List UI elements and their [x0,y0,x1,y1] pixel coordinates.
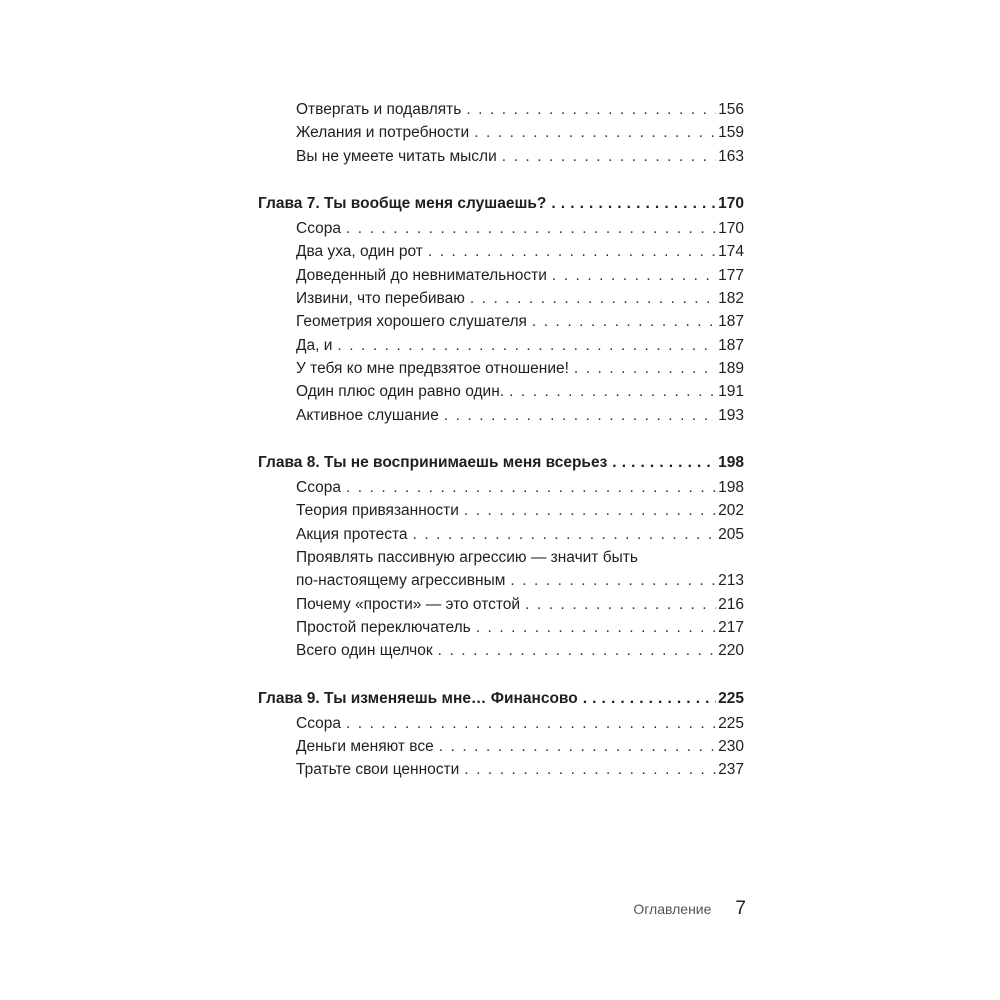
dot-leader [428,240,716,263]
toc-entry[interactable] [258,523,744,546]
dot-leader [413,523,717,546]
toc-entry-title: Тратьте свои ценности [296,761,460,779]
dot-leader [509,380,716,403]
dot-leader [444,404,716,427]
toc-entry-page: 217 [718,618,744,636]
toc-entry-title: Ссора [296,220,341,238]
toc-entry[interactable] [258,145,744,168]
toc-entry-title: Один плюс один равно один. [296,383,505,401]
chapter-page: 225 [718,689,744,707]
toc-entry-title: Желания и потребности [296,124,470,142]
table-of-contents [258,98,744,782]
toc-entry[interactable] [258,712,744,735]
toc-entry[interactable] [258,616,744,639]
dot-leader [612,451,716,474]
toc-entry[interactable] [258,476,744,499]
toc-entry-title: Деньги меняют все [296,738,434,756]
toc-entry-title: по-настоящему агрессивным [296,572,506,590]
toc-chapter-8[interactable] [258,451,744,474]
toc-entry-page: 182 [718,290,744,308]
toc-entry-page: 205 [718,525,744,543]
toc-entry[interactable] [258,310,744,333]
toc-entry-title: Да, и [296,336,333,354]
toc-entry-page: 213 [718,572,744,590]
toc-entry-page: 189 [718,359,744,377]
toc-entry-page: 187 [718,336,744,354]
toc-entry[interactable] [258,758,744,781]
toc-entry-page: 193 [718,406,744,424]
toc-entry-page: 159 [718,124,744,142]
dot-leader [464,499,716,522]
toc-entry-title-line1: Проявлять пассивную агрессию — значит быть [296,549,638,567]
toc-entry[interactable] [258,639,744,662]
toc-entry[interactable] [258,357,744,380]
toc-entry-title: Вы не умеете читать мысли [296,147,497,165]
dot-leader [552,264,716,287]
dot-leader [532,310,716,333]
toc-entry-page: 156 [718,101,744,118]
toc-entry-page: 198 [718,479,744,497]
dot-leader [464,758,716,781]
dot-leader [466,98,716,121]
toc-entry-title: Теория привязанности [296,502,459,520]
toc-entry-title: Два уха, один рот [296,243,423,261]
chapter-title: Глава 7. Ты вообще меня слушаешь? [258,194,547,212]
page-footer [560,898,746,920]
toc-entry[interactable] [258,404,744,427]
toc-entry-page: 237 [718,761,744,779]
dot-leader [551,192,716,215]
running-footer-label: Оглавление [633,901,712,917]
toc-entry-page: 174 [718,243,744,261]
toc-entry-title: Отвергать и подавлять [296,101,462,118]
toc-entry-title: Геометрия хорошего слушателя [296,313,527,331]
toc-entry-page: 220 [718,642,744,660]
toc-entry-title: Всего один щелчок [296,642,433,660]
chapter-page: 198 [718,453,744,471]
toc-entry-title: Ссора [296,714,341,732]
toc-entry-title: Извини, что перебиваю [296,290,465,308]
toc-chapter-9[interactable] [258,687,744,710]
page-number: 7 [735,898,746,919]
dot-leader [474,121,716,144]
toc-entry-page: 202 [718,502,744,520]
dot-leader [346,476,716,499]
toc-entry-page: 170 [718,220,744,238]
toc-entry[interactable] [258,569,744,592]
toc-entry-title: Ссора [296,479,341,497]
toc-entry[interactable] [258,264,744,287]
toc-entry-title: Акция протеста [296,525,408,543]
toc-entry[interactable] [258,334,744,357]
toc-entry-page: 177 [718,266,744,284]
toc-entry[interactable] [258,380,744,403]
dot-leader [439,735,716,758]
toc-entry[interactable] [258,735,744,758]
toc-entry[interactable] [258,240,744,263]
toc-entry[interactable] [258,499,744,522]
toc-entry-page: 225 [718,714,744,732]
toc-entry-title: Доведенный до невнимательности [296,266,547,284]
dot-leader [574,357,716,380]
chapter-title: Глава 8. Ты не воспринимаешь меня всерьез [258,453,608,471]
toc-entry[interactable] [258,217,744,240]
dot-leader [510,569,716,592]
dot-leader [346,712,716,735]
dot-leader [438,639,716,662]
toc-entry-title: Простой переключатель [296,618,471,636]
dot-leader [476,616,716,639]
dot-leader [337,334,716,357]
toc-entry-title: Почему «прости» — это отстой [296,595,521,613]
dot-leader [525,593,716,616]
toc-entry-page: 187 [718,313,744,331]
toc-entry[interactable] [258,98,744,121]
chapter-page: 170 [718,194,744,212]
dot-leader [470,287,716,310]
toc-entry-page: 230 [718,738,744,756]
toc-entry-title: Активное слушание [296,406,439,424]
toc-entry[interactable] [258,121,744,144]
dot-leader [502,145,716,168]
toc-entry-page: 216 [718,595,744,613]
toc-entry-line1[interactable] [258,546,744,569]
toc-entry[interactable] [258,287,744,310]
dot-leader [583,687,716,710]
toc-chapter-7[interactable] [258,192,744,215]
toc-entry-page: 163 [718,147,744,165]
toc-entry[interactable] [258,593,744,616]
toc-entry-page: 191 [718,383,744,401]
toc-entry-title: У тебя ко мне предвзятое отношение! [296,359,569,377]
chapter-title: Глава 9. Ты изменяешь мне… Финансово [258,689,578,707]
dot-leader [346,217,716,240]
